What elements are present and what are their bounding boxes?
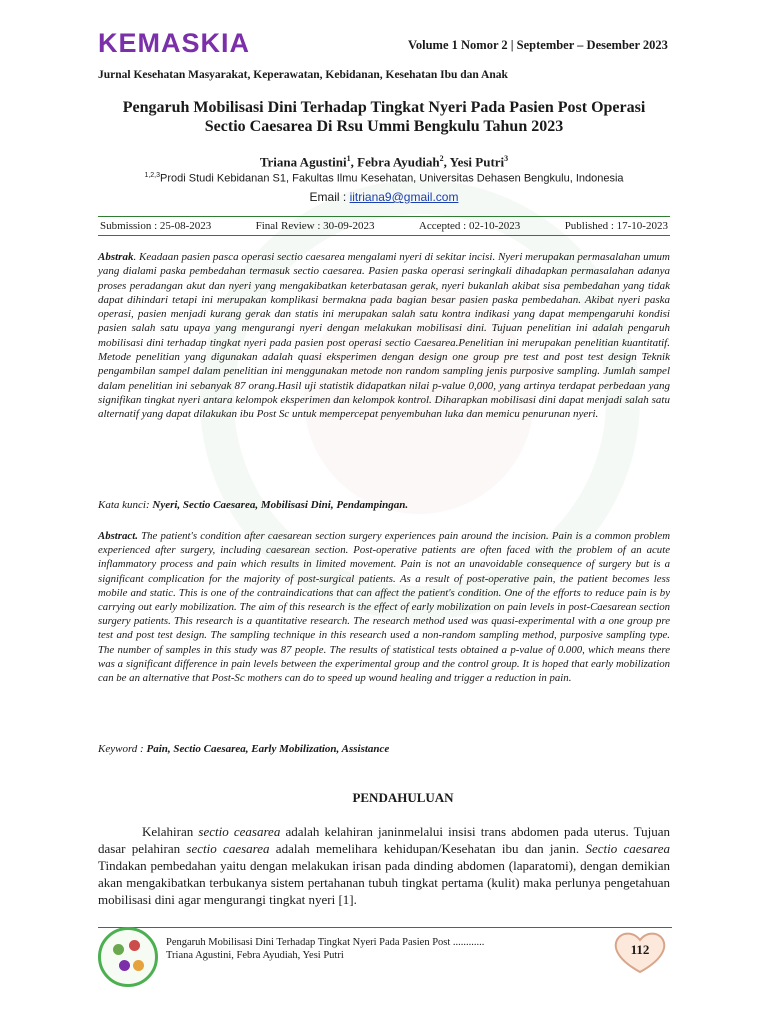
article-title <box>98 98 670 136</box>
footer-divider <box>98 927 672 928</box>
author-name: Triana Agustini <box>259 154 347 170</box>
abstrak-label: Abstrak <box>98 251 134 263</box>
final-review-date: Final Review : 30-09-2023 <box>255 220 375 232</box>
abstract-english <box>98 529 670 685</box>
author-list: Triana Agustini$^1$, Febra Ayudiah$^2$, Yesi Putri$^3$ <box>259 154 509 170</box>
journal-brand: KEMASKIA <box>98 28 251 58</box>
title-line-2: Sectio Caesarea Di Rsu Ummi Bengkulu Tahun 2023 <box>204 118 564 135</box>
author-name: Yesi Putri <box>449 154 505 170</box>
keywords: Keyword : Pain, Sectio Caesarea, Early Mobilization, Assistance <box>98 743 390 755</box>
abstrak-text: . Keadaan pasien pasca operasi sectio caesarea mengalami nyeri di sekitar incisi. Nyeri merupakan permasalahan umum yang dialami paska pembedahan termasuk sectio caesarea. Pasien paska operasi seringkali dihadapkan permasalahan adanya proses peradangan akut dan nyeri yang mengakibatkan keterbatasan gerak, nyeri bukanlah akibat sisa pembedahan yang tidak dapat dihindari tetapi ini merupakan komplikasi bermakna pada bagian besar pasien paska pembedahan. Akibat nyeri paska operasi, pasien menjadi kurang gerak dan statis ini merupakan salah satu kontra indikasi yang dapat mempengaruhi kondisi pasien salah satu upaya yang mengurangi nyeri dengan melakukan mobilisasi dini. Tujuan penelitian ini adalah pengaruh mobilisasi dini terhadap tingkat nyeri pada pasien post operasi sectio Caesarea.Penelitian ini merupakan penelitian kuantitatif. Metode penelitian yang digunakan adalah quasi eksperimen dengan design one group pre test and post test design Teknik pengambilan sampel dalam penelitian ini menggunakan metode non random sampling jenis purposive sampling. Jumlah sampel dalam penelitian ini sebanyak 87 orang.Hasil uji statistik didapatkan nilai p-value 0,000, yang artinya terdapat perbedaan yang signifikan tingkat nyeri antara kelompok eksperimen dan kelompok kontrol. Diharapkan mobilisasi dini dapat menjadi salah satu alternatif yang dapat dilakukan ibu Post Sc untuk mempercepat penyembuhan luka dan memicu penurunan nyeri. <box>98 251 670 421</box>
journal-full-name: Jurnal Kesehatan Masyarakat, Keperawatan, Kebidanan, Kesehatan Ibu dan Anak <box>98 69 508 81</box>
submission-date: Submission : 25-08-2023 <box>100 220 212 232</box>
published-date: Published : 17-10-2023 <box>564 220 668 232</box>
intro-paragraph: Kelahiran sectio ceasarea adalah kelahiran janinmelalui insisi trans abdomen pada uterus. Tujuan dasar pelahiran sectio caesarea adalah memelihara kehidupan/Kesehatan ibu dan janin. Sectio caesarea Tindakan pembedahan yaitu dengan melakukan irisan pada dinding abdomen (laparatomi), dengan demikian akan mengakibatkan terbukanya sistem pertahanan tubuh tingkat pertama (kulit) maka perlunya pengetahuan mobilisasi dini agar mengurangi tingkat nyeri [1]. <box>98 824 670 907</box>
author-name: Febra Ayudiah <box>357 154 440 170</box>
kata-kunci-values: Nyeri, Sectio Caesarea, Mobilisasi Dini, Pendampingan. <box>152 499 409 511</box>
journal-seal-icon <box>98 927 158 987</box>
title-line-1: Pengaruh Mobilisasi Dini Terhadap Tingkat Nyeri Pada Pasien Post Operasi <box>122 99 646 116</box>
footer-authors: Triana Agustini, Febra Ayudiah, Yesi Putri <box>166 950 344 961</box>
page-number: 112 <box>630 942 650 957</box>
footer-title: Pengaruh Mobilisasi Dini Terhadap Tingkat Nyeri Pada Pasien Post ............ <box>166 937 485 948</box>
footer-citation <box>166 936 484 962</box>
affiliation: $^{1,2,3}$Prodi Studi Kebidanan S1, Fakultas Ilmu Kesehatan, Universitas Dehasen Bengkulu, Indonesia <box>144 172 624 185</box>
abstract-text: The patient's condition after caesarean section surgery experiences pain around the incision. Pain is a common problem experienced after surgery, including caesarean section. Post-operative patients are often faced with the problem of an acute inflammatory process and pain which results in limited movement. Pain is not an unavoidable consequence of surgery but is a significant complication for the majority of post-surgical patients. As a result of post-operative pain, the patient becomes less mobile and static. This is one of the contraindications that can affect the patient's condition. One of the efforts to reduce pain is by carrying out early mobilization. The aim of this research is the effect of early mobilization on pain levels in post-Caesarean section surgery patients. This research is a quantitative research. The research method used was quasi-experimental with a one group pre test and post test design. The sampling technique in this research used a non-random sampling method, purposive sampling type. The number of samples in this study was 87 people. The results of statistical tests obtained a p-value of 0.000, which means there was a significant difference in pain levels between the experimental group and the control group. It is hoped that early mobilization can be an alternative that Post-Sc mothers can do to speed up wound healing and trigger a reduction in pain. <box>98 530 670 685</box>
section-heading: PENDAHULUAN <box>352 790 454 805</box>
kata-kunci: Kata kunci: Nyeri, Sectio Caesarea, Mobilisasi Dini, Pendampingan. <box>98 499 409 511</box>
email-link[interactable]: iitriana9@gmail.com <box>349 190 459 204</box>
page-number-badge <box>612 930 668 974</box>
keyword-values: Pain, Sectio Caesarea, Early Mobilization, Assistance <box>146 743 390 755</box>
abstrak-indonesian <box>98 250 670 422</box>
volume-issue: Volume 1 Nomor 2 | September – Desember 2023 <box>408 38 668 52</box>
contact-email: Email : iitriana9@gmail.com <box>309 190 459 204</box>
article-dates-bar <box>98 216 670 236</box>
accepted-date: Accepted : 02-10-2023 <box>418 220 521 232</box>
abstract-label: Abstract. <box>98 530 138 542</box>
